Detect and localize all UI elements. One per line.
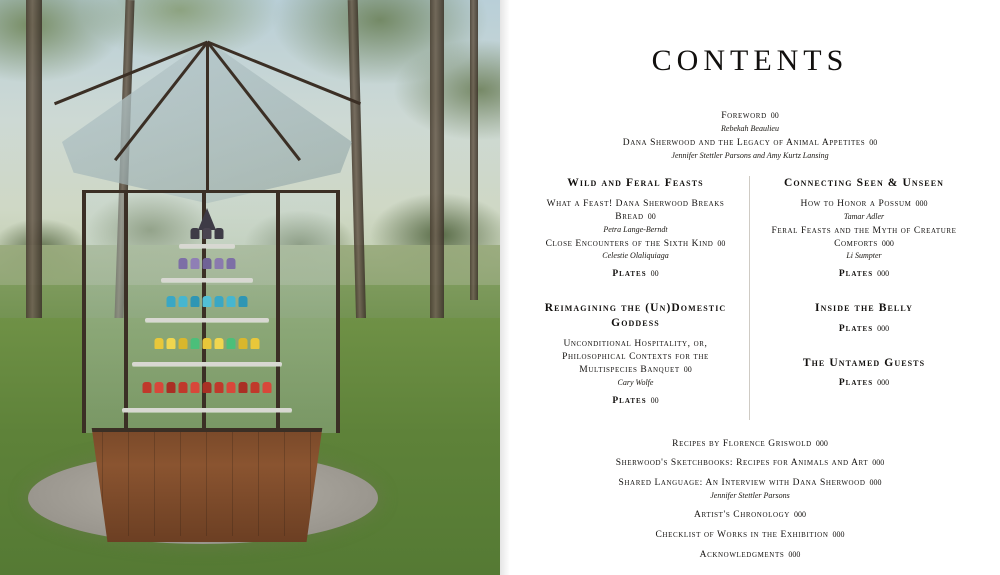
- toc-entry-page: 00: [770, 111, 779, 120]
- page-title: CONTENTS: [651, 44, 849, 77]
- toc-entry[interactable]: [764, 225, 964, 263]
- tiered-display: [120, 222, 294, 422]
- toc-entry-title: Foreword 00: [721, 111, 779, 121]
- toc-entry-title: Unconditional Hospitality, or, Philosophical Contexts for the Multispecies Banquet 00: [562, 339, 709, 375]
- toc-entry-title: Feral Feasts and the Myth of Creature Comforts 000: [771, 225, 957, 249]
- toc-plates-page: 00: [650, 269, 659, 279]
- confection: [215, 258, 224, 269]
- toc-entry-page: 000: [815, 438, 828, 448]
- toc-back-matter: [500, 438, 1000, 562]
- confection: [203, 338, 212, 349]
- toc-section-heading[interactable]: Reimagining the (Un)Domestic Goddess: [544, 302, 727, 329]
- toc-section-heading[interactable]: Wild and Feral Feasts: [567, 176, 704, 189]
- display-shelf: [145, 318, 269, 322]
- confection: [191, 382, 200, 393]
- confection: [215, 382, 224, 393]
- confection: [179, 258, 188, 269]
- toc-entry-page: 00: [647, 211, 656, 221]
- toc-entry-title: Dana Sherwood and the Legacy of Animal Appetites 00: [622, 137, 878, 148]
- confection: [239, 338, 248, 349]
- toc-section-heading[interactable]: Connecting Seen & Unseen: [783, 176, 945, 189]
- confection-row: [191, 228, 224, 239]
- toc-entry[interactable]: [560, 529, 940, 542]
- confection: [191, 296, 200, 307]
- wood-plank-lines: [76, 432, 338, 536]
- toc-entry-page: 000: [793, 510, 806, 520]
- toc-entry[interactable]: [560, 477, 940, 502]
- toc-entry-title: Shared Language: An Interview with Dana Sherwood 000: [618, 478, 882, 489]
- toc-entry-page: 000: [869, 478, 882, 488]
- toc-plates-entry[interactable]: Plates 000: [838, 269, 890, 280]
- confection: [203, 228, 212, 239]
- confection: [203, 258, 212, 269]
- toc-entry-title: How to Honor a Possum 000: [800, 199, 928, 209]
- toc-entry-page: 000: [915, 199, 928, 208]
- toc-entry-title: Acknowledgments 000: [699, 549, 801, 560]
- toc-section-heading[interactable]: Inside the Belly: [815, 302, 913, 315]
- confection: [215, 296, 224, 307]
- toc-column-left: [536, 176, 750, 420]
- toc-entry[interactable]: [500, 137, 1000, 162]
- display-spire: [198, 208, 216, 230]
- toc-entry-page: 00: [869, 137, 878, 147]
- toc-entry-title: Sherwood's Sketchbooks: Recipes for Animals and Art 000: [615, 458, 885, 469]
- confection: [191, 228, 200, 239]
- toc-entry-author: Petra Lange-Berndt: [603, 224, 668, 234]
- confection: [263, 382, 272, 393]
- toc-entry[interactable]: [560, 438, 940, 451]
- toc-plates-page: 00: [650, 395, 659, 405]
- tree-trunk: [470, 0, 478, 300]
- confection: [191, 258, 200, 269]
- toc-entry-author: Rebekah Beaulieu: [721, 123, 779, 133]
- toc-plates-page: 000: [877, 269, 890, 279]
- confection-row: [155, 338, 260, 349]
- confection: [203, 382, 212, 393]
- confection: [143, 382, 152, 393]
- display-shelf: [132, 362, 282, 366]
- toc-plates-page: 000: [877, 323, 890, 333]
- confection-row: [167, 296, 248, 307]
- toc-entry-author: Jennifer Stettler Parsons: [710, 491, 790, 501]
- confection: [155, 382, 164, 393]
- toc-plates-entry[interactable]: Plates 000: [838, 378, 890, 389]
- glass-pavilion: [62, 40, 352, 510]
- toc-entry-page: 000: [881, 238, 894, 248]
- confection-row: [179, 258, 236, 269]
- toc-entry-title: Recipes by Florence Griswold 000: [672, 438, 828, 449]
- confection: [215, 338, 224, 349]
- toc-plates-page: 000: [877, 378, 890, 388]
- confection: [239, 296, 248, 307]
- toc-entry-author: Li Sumpter: [846, 251, 882, 261]
- display-shelf: [122, 408, 292, 412]
- toc-columns: [500, 176, 1000, 420]
- confection-row: [143, 382, 272, 393]
- toc-entry[interactable]: [560, 549, 940, 562]
- toc-column-right: [750, 176, 964, 420]
- toc-entry[interactable]: [536, 198, 735, 236]
- confection: [167, 382, 176, 393]
- toc-entry-title: Close Encounters of the Sixth Kind 00: [545, 238, 726, 249]
- toc-entry-page: 000: [872, 458, 885, 468]
- toc-entry-page: 000: [788, 549, 801, 559]
- toc-entry-title: What a Feast! Dana Sherwood Breaks Bread 00: [546, 199, 725, 222]
- confection: [179, 338, 188, 349]
- toc-entry[interactable]: [560, 457, 940, 470]
- toc-plates-entry[interactable]: Plates 00: [612, 269, 659, 280]
- tree-trunk: [430, 0, 444, 350]
- toc-entry-author: Cary Wolfe: [617, 377, 654, 387]
- toc-entry[interactable]: [764, 198, 964, 223]
- toc-front-matter: [500, 110, 1000, 162]
- confection: [227, 258, 236, 269]
- confection: [167, 338, 176, 349]
- toc-entry-page: 00: [683, 364, 692, 374]
- display-shelf: [161, 278, 253, 282]
- toc-entry[interactable]: [536, 338, 735, 388]
- confection: [155, 338, 164, 349]
- confection: [239, 382, 248, 393]
- confection: [179, 382, 188, 393]
- display-shelf: [179, 244, 235, 248]
- confection: [251, 382, 260, 393]
- toc-entry-title: Artist's Chronology 000: [694, 510, 806, 521]
- toc-plates-entry[interactable]: Plates 000: [838, 323, 890, 334]
- toc-entry[interactable]: [500, 110, 1000, 135]
- toc-entry-page: 00: [717, 238, 726, 248]
- confection: [251, 338, 260, 349]
- toc-entry-author: Jennifer Stettler Parsons and Amy Kurtz Lansing: [671, 150, 829, 160]
- confection: [227, 296, 236, 307]
- confection: [203, 296, 212, 307]
- toc-entry[interactable]: [536, 238, 735, 263]
- toc-entry-author: Tamar Adler: [843, 211, 885, 221]
- confection: [227, 382, 236, 393]
- confection: [191, 338, 200, 349]
- contents-page: [500, 0, 1000, 575]
- tree-trunk: [26, 0, 42, 360]
- roof-rib: [206, 42, 209, 192]
- toc-entry-author: Celestie Olaliquiaga: [602, 251, 669, 261]
- confection: [227, 338, 236, 349]
- toc-plates-entry[interactable]: Plates 00: [612, 395, 659, 406]
- toc-entry-title: Checklist of Works in the Exhibition 000: [655, 529, 845, 540]
- confection: [179, 296, 188, 307]
- confection: [167, 296, 176, 307]
- toc-entry-page: 000: [832, 529, 845, 539]
- toc-section-heading[interactable]: The Untamed Guests: [802, 356, 926, 369]
- toc-entry[interactable]: [560, 509, 940, 522]
- confection: [215, 228, 224, 239]
